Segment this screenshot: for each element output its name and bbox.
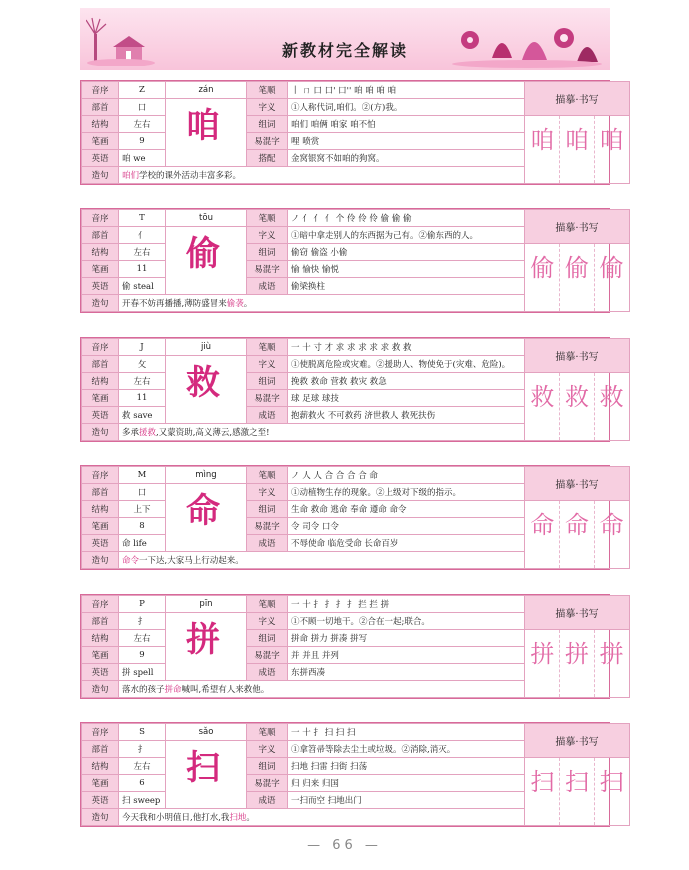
practice-area bbox=[525, 501, 630, 569]
stroke-count: 6 bbox=[119, 775, 166, 792]
words: 拼命 拼力 拼凑 拼写 bbox=[288, 630, 525, 647]
sentence-post: 一下达,大家马上行动起来。 bbox=[139, 556, 244, 566]
label-order: 音序 bbox=[82, 210, 119, 227]
confusable-chars: 并 并且 并列 bbox=[288, 647, 525, 664]
big-character-cell bbox=[166, 741, 247, 809]
label-confusable: 易混字 bbox=[247, 133, 288, 150]
label-words: 组词 bbox=[247, 373, 288, 390]
practice-header: 描摹·书写 bbox=[525, 82, 630, 116]
label-confusable: 易混字 bbox=[247, 261, 288, 278]
big-character-cell bbox=[166, 356, 247, 424]
trace-character: 咱 bbox=[564, 126, 589, 154]
order-letter: S bbox=[119, 724, 166, 741]
big-character: 咱 bbox=[186, 106, 220, 146]
label-row5: 搭配 bbox=[247, 150, 288, 167]
practice-header: 描摹·书写 bbox=[525, 596, 630, 630]
label-english: 英语 bbox=[82, 407, 119, 424]
label-meaning: 字义 bbox=[247, 227, 288, 244]
pinyin: tōu bbox=[166, 210, 247, 227]
trace-character: 命 bbox=[599, 511, 624, 539]
sentence-post: ,又蒙资助,高义薄云,感激之至! bbox=[156, 428, 270, 438]
meaning: ①使脱离危险或灾难。②援助人、物使免于(灾难、危险)。 bbox=[288, 356, 525, 373]
label-words: 组词 bbox=[247, 630, 288, 647]
label-strokes: 笔画 bbox=[82, 133, 119, 150]
sentence-highlight: 咱们 bbox=[122, 171, 140, 181]
label-meaning: 字义 bbox=[247, 613, 288, 630]
radical: 口 bbox=[119, 484, 166, 501]
words: 偷窃 偷盗 小偷 bbox=[288, 244, 525, 261]
structure: 左右 bbox=[119, 373, 166, 390]
big-character-cell bbox=[166, 484, 247, 552]
label-confusable: 易混字 bbox=[247, 518, 288, 535]
big-character-cell bbox=[166, 227, 247, 295]
trace-character: 咱 bbox=[599, 126, 624, 154]
english-word: 偷 steal bbox=[119, 278, 166, 295]
label-order: 音序 bbox=[82, 467, 119, 484]
page-number: — 66 — bbox=[307, 838, 382, 853]
trace-character: 偷 bbox=[564, 254, 589, 282]
sentence-pre: 落水的孩子 bbox=[122, 685, 165, 695]
radical: 攵 bbox=[119, 356, 166, 373]
label-stroke-order: 笔顺 bbox=[247, 210, 288, 227]
label-stroke-order: 笔顺 bbox=[247, 596, 288, 613]
label-structure: 结构 bbox=[82, 373, 119, 390]
example-sentence bbox=[119, 552, 525, 569]
trace-character: 偷 bbox=[599, 254, 624, 282]
header-banner bbox=[80, 8, 610, 70]
sentence-post: 学校的课外活动丰富多彩。 bbox=[139, 171, 242, 181]
label-confusable: 易混字 bbox=[247, 647, 288, 664]
confusable-chars: 球 足球 球技 bbox=[288, 390, 525, 407]
confusable-chars: 令 司令 口令 bbox=[288, 518, 525, 535]
practice-area bbox=[525, 758, 630, 826]
label-structure: 结构 bbox=[82, 244, 119, 261]
practice-area bbox=[525, 630, 630, 698]
flowers-decoration bbox=[452, 18, 602, 68]
page-header-title: 新教材完全解读 bbox=[281, 41, 408, 60]
label-row5: 成语 bbox=[247, 664, 288, 681]
trace-character: 扫 bbox=[564, 768, 589, 796]
label-meaning: 字义 bbox=[247, 741, 288, 758]
practice-characters bbox=[525, 120, 629, 155]
character-card-zan bbox=[80, 80, 624, 185]
example-sentence bbox=[119, 295, 525, 312]
practice-header: 描摹·书写 bbox=[525, 467, 630, 501]
label-radical: 部首 bbox=[82, 227, 119, 244]
label-sentence: 造句 bbox=[82, 681, 119, 698]
label-english: 英语 bbox=[82, 278, 119, 295]
label-meaning: 字义 bbox=[247, 484, 288, 501]
confusable-chars: 哩 喷赏 bbox=[288, 133, 525, 150]
character-card-tou bbox=[80, 208, 624, 313]
sentence-post: 喊叫,希望有人来救他。 bbox=[181, 685, 270, 695]
meaning: ①暗中拿走别人的东西据为己有。②偷东西的人。 bbox=[288, 227, 525, 244]
pinyin: sǎo bbox=[166, 724, 247, 741]
label-order: 音序 bbox=[82, 339, 119, 356]
label-stroke-order: 笔顺 bbox=[247, 724, 288, 741]
sentence-pre: 开春不妨再播播,薄防盛冒来 bbox=[122, 299, 227, 309]
trace-character: 救 bbox=[599, 383, 624, 411]
trace-character: 拼 bbox=[564, 640, 589, 668]
sentence-highlight: 命令 bbox=[122, 556, 140, 566]
label-radical: 部首 bbox=[82, 613, 119, 630]
label-words: 组词 bbox=[247, 244, 288, 261]
label-structure: 结构 bbox=[82, 501, 119, 518]
practice-header: 描摹·书写 bbox=[525, 724, 630, 758]
sentence-post: 。 bbox=[246, 813, 255, 823]
practice-header: 描摹·书写 bbox=[525, 339, 630, 373]
stroke-count: 9 bbox=[119, 647, 166, 664]
english-word: 咱 we bbox=[119, 150, 166, 167]
order-letter: T bbox=[119, 210, 166, 227]
order-letter: Z bbox=[119, 82, 166, 99]
label-stroke-order: 笔顺 bbox=[247, 82, 288, 99]
trace-character: 拼 bbox=[599, 640, 624, 668]
radical: 扌 bbox=[119, 613, 166, 630]
character-card-jiu bbox=[80, 337, 624, 442]
structure: 左右 bbox=[119, 758, 166, 775]
pinyin: zán bbox=[166, 82, 247, 99]
idiom-text: 抱薪救火 不可救药 济世救人 救死扶伤 bbox=[288, 407, 525, 424]
idiom-text: 不辱使命 临危受命 长命百岁 bbox=[288, 535, 525, 552]
order-letter: P bbox=[119, 596, 166, 613]
character-card-pin bbox=[80, 594, 624, 699]
label-strokes: 笔画 bbox=[82, 647, 119, 664]
english-word: 救 save bbox=[119, 407, 166, 424]
stroke-order: 丨 ㄇ 口 口' 口'' 咱 咱 咱 咱 bbox=[288, 82, 525, 99]
label-sentence: 造句 bbox=[82, 295, 119, 312]
label-meaning: 字义 bbox=[247, 356, 288, 373]
sentence-pre: 多承 bbox=[122, 428, 140, 438]
practice-area bbox=[525, 244, 630, 312]
structure: 左右 bbox=[119, 116, 166, 133]
english-word: 拼 spell bbox=[119, 664, 166, 681]
sentence-highlight: 扫地 bbox=[229, 813, 247, 823]
meaning: ①不顾一切地干。②合在一起;联合。 bbox=[288, 613, 525, 630]
idiom-text: 一扫而空 扫地出门 bbox=[288, 792, 525, 809]
practice-characters bbox=[525, 248, 629, 283]
label-meaning: 字义 bbox=[247, 99, 288, 116]
character-card-sao bbox=[80, 722, 624, 827]
structure: 上下 bbox=[119, 501, 166, 518]
big-character: 救 bbox=[186, 363, 220, 403]
label-stroke-order: 笔顺 bbox=[247, 467, 288, 484]
radical: 口 bbox=[119, 99, 166, 116]
practice-characters bbox=[525, 634, 629, 669]
sentence-post: 。 bbox=[243, 299, 253, 309]
order-letter: M bbox=[119, 467, 166, 484]
trace-character: 扫 bbox=[599, 768, 624, 796]
label-confusable: 易混字 bbox=[247, 775, 288, 792]
label-radical: 部首 bbox=[82, 741, 119, 758]
label-order: 音序 bbox=[82, 82, 119, 99]
label-strokes: 笔画 bbox=[82, 518, 119, 535]
label-radical: 部首 bbox=[82, 356, 119, 373]
radical: 扌 bbox=[119, 741, 166, 758]
practice-area bbox=[525, 373, 630, 441]
idiom-text: 东拼西凑 bbox=[288, 664, 525, 681]
label-sentence: 造句 bbox=[82, 552, 119, 569]
stroke-order: 一 十 扌 扫 扫 扫 bbox=[288, 724, 525, 741]
label-structure: 结构 bbox=[82, 116, 119, 133]
label-sentence: 造句 bbox=[82, 167, 119, 184]
confusable-chars: 归 归来 归国 bbox=[288, 775, 525, 792]
example-sentence bbox=[119, 809, 525, 826]
practice-characters bbox=[525, 377, 629, 412]
big-character: 命 bbox=[186, 491, 220, 531]
trace-character: 命 bbox=[564, 511, 589, 539]
label-row5: 成语 bbox=[247, 278, 288, 295]
trace-character: 扫 bbox=[530, 768, 555, 796]
pinyin: mìng bbox=[166, 467, 247, 484]
example-sentence bbox=[119, 681, 525, 698]
words: 扫地 扫雷 扫街 扫荡 bbox=[288, 758, 525, 775]
practice-area bbox=[525, 116, 630, 184]
practice-characters bbox=[525, 762, 629, 797]
label-english: 英语 bbox=[82, 535, 119, 552]
pinyin: pīn bbox=[166, 596, 247, 613]
big-character: 扫 bbox=[186, 748, 220, 788]
sentence-highlight: 偷袭 bbox=[226, 299, 244, 309]
big-character-cell bbox=[166, 99, 247, 167]
trace-character: 咱 bbox=[530, 126, 555, 154]
label-structure: 结构 bbox=[82, 758, 119, 775]
practice-characters bbox=[525, 505, 629, 540]
trace-character: 拼 bbox=[530, 640, 555, 668]
stroke-count: 9 bbox=[119, 133, 166, 150]
label-strokes: 笔画 bbox=[82, 390, 119, 407]
label-strokes: 笔画 bbox=[82, 775, 119, 792]
trace-character: 救 bbox=[530, 383, 555, 411]
label-row5: 成语 bbox=[247, 792, 288, 809]
structure: 左右 bbox=[119, 630, 166, 647]
label-english: 英语 bbox=[82, 150, 119, 167]
pinyin: jiù bbox=[166, 339, 247, 356]
stroke-order: ノ 亻 亻 亻 个 伶 伶 伶 偷 偷 偷 bbox=[288, 210, 525, 227]
meaning: ①人称代词,咱们。②(方)我。 bbox=[288, 99, 525, 116]
label-confusable: 易混字 bbox=[247, 390, 288, 407]
big-character: 拼 bbox=[186, 620, 220, 660]
label-english: 英语 bbox=[82, 664, 119, 681]
stroke-order: 一 十 寸 才 求 求 求 求 求 救 救 bbox=[288, 339, 525, 356]
trace-character: 命 bbox=[530, 511, 555, 539]
confusable-chars: 愉 愉快 愉悦 bbox=[288, 261, 525, 278]
label-order: 音序 bbox=[82, 596, 119, 613]
radical: 亻 bbox=[119, 227, 166, 244]
sentence-pre: 今天我和小明值日,他打水,我 bbox=[122, 813, 230, 823]
big-character: 偷 bbox=[186, 234, 220, 274]
label-sentence: 造句 bbox=[82, 809, 119, 826]
stroke-count: 11 bbox=[119, 261, 166, 278]
trace-character: 偷 bbox=[530, 254, 555, 282]
order-letter: J bbox=[119, 339, 166, 356]
label-sentence: 造句 bbox=[82, 424, 119, 441]
label-english: 英语 bbox=[82, 792, 119, 809]
label-words: 组词 bbox=[247, 116, 288, 133]
label-words: 组词 bbox=[247, 501, 288, 518]
label-stroke-order: 笔顺 bbox=[247, 339, 288, 356]
sentence-highlight: 援救 bbox=[139, 428, 157, 438]
stroke-count: 11 bbox=[119, 390, 166, 407]
label-strokes: 笔画 bbox=[82, 261, 119, 278]
meaning: ①拿笤帚等除去尘土或垃圾。②消除,消灭。 bbox=[288, 741, 525, 758]
structure: 左右 bbox=[119, 244, 166, 261]
stroke-order: 一 十 扌 扌 扌 扌 拦 拦 拼 bbox=[288, 596, 525, 613]
sentence-highlight: 拼命 bbox=[164, 685, 182, 695]
words: 挽救 救命 营救 救灾 救急 bbox=[288, 373, 525, 390]
meaning: ①动植物生存的现象。②上级对下级的指示。 bbox=[288, 484, 525, 501]
stroke-order: ノ 人 人 合 合 合 合 命 bbox=[288, 467, 525, 484]
big-character-cell bbox=[166, 613, 247, 681]
label-structure: 结构 bbox=[82, 630, 119, 647]
words: 咱们 咱俩 咱家 咱不怕 bbox=[288, 116, 525, 133]
stroke-count: 8 bbox=[119, 518, 166, 535]
words: 生命 救命 逃命 奉命 遵命 命令 bbox=[288, 501, 525, 518]
label-order: 音序 bbox=[82, 724, 119, 741]
idiom-text: 偷梁换柱 bbox=[288, 278, 525, 295]
example-sentence bbox=[119, 424, 525, 441]
example-sentence bbox=[119, 167, 525, 184]
label-row5: 成语 bbox=[247, 535, 288, 552]
label-words: 组词 bbox=[247, 758, 288, 775]
english-word: 扫 sweep bbox=[119, 792, 166, 809]
practice-header: 描摹·书写 bbox=[525, 210, 630, 244]
label-row5: 成语 bbox=[247, 407, 288, 424]
character-card-ming bbox=[80, 465, 624, 570]
english-word: 命 life bbox=[119, 535, 166, 552]
trace-character: 救 bbox=[564, 383, 589, 411]
label-radical: 部首 bbox=[82, 484, 119, 501]
idiom-text: 金窝银窝不如咱的狗窝。 bbox=[288, 150, 525, 167]
label-radical: 部首 bbox=[82, 99, 119, 116]
